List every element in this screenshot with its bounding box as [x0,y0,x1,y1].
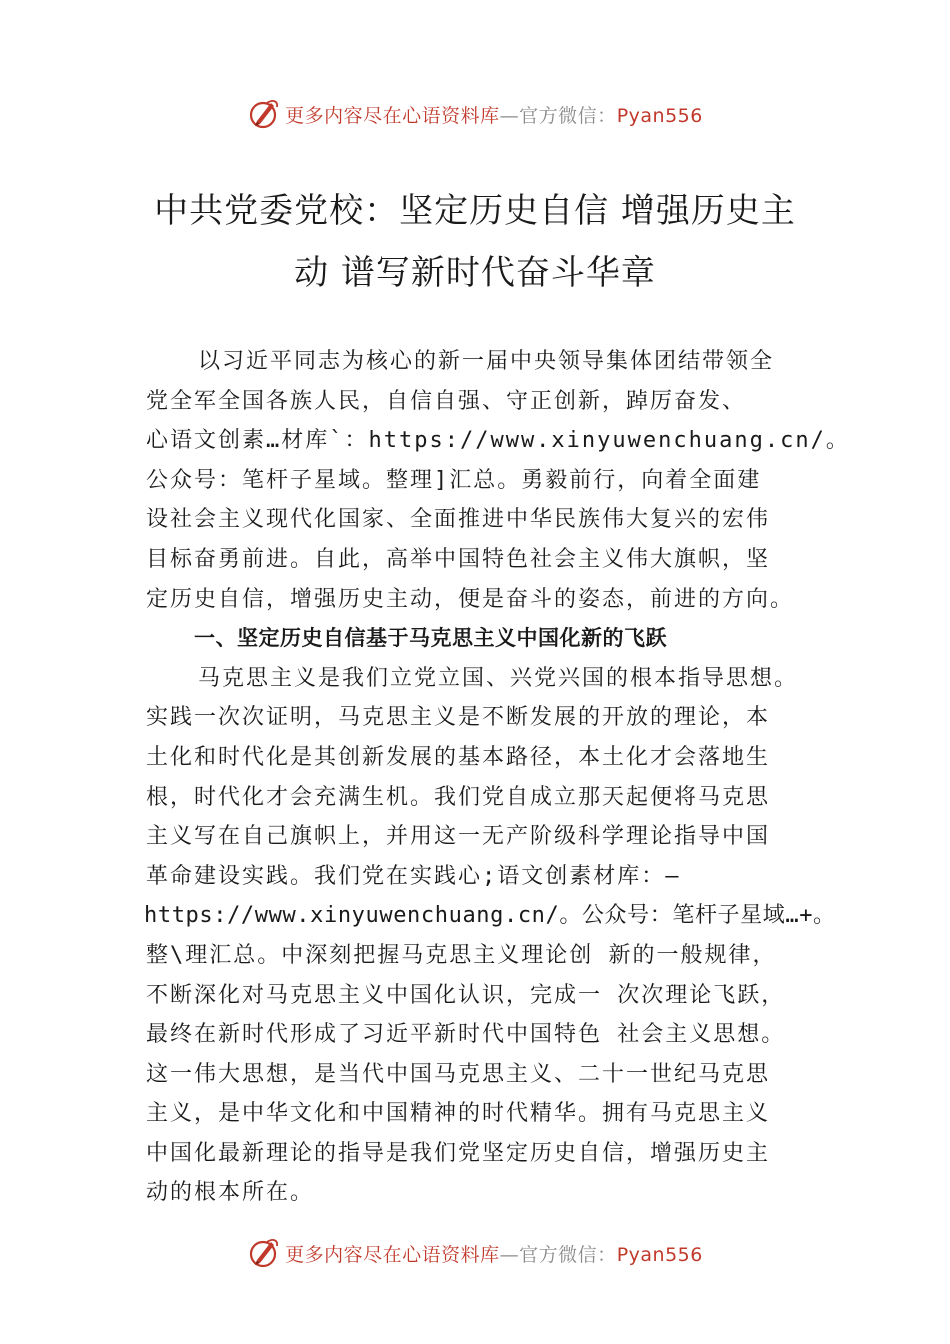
wechat-id: Pyan556 [616,104,703,127]
body-line: 动的根本所在。 [146,1180,315,1206]
header-banner [0,94,950,134]
body-line: 中国化最新理论的指导是我们党坚定历史自信，增强历史主 [146,1140,771,1166]
banner-text [285,101,703,128]
body-line: 主义写在自己旗帜上，并用这一无产阶级科学理论指导中国 [146,824,771,850]
title-line-1: 中共党委党校：坚定历史自信 增强历史主 [154,191,796,231]
quill-pen-logo-icon [247,97,281,131]
section-heading: 一、坚定历史自信基于马克思主义中国化新的飞跃 [194,626,667,651]
banner-separator: — [499,104,520,127]
body-line: 以习近平同志为核心的新一届中央领导集体团结带领全 [198,349,775,374]
title-line-2: 动 谱写新时代奋斗华章 [294,253,656,293]
brand-text: 更多内容尽在心语资料库 [285,1243,500,1266]
body-line: 实践一次次证明，马克思主义是不断发展的开放的理论，本 [146,705,771,731]
body-line: 不断深化对马克思主义中国化认识，完成一 次次理论飞跃， [146,982,786,1008]
body-line: 土化和时代化是其创新发展的基本路径，本土化才会落地生 [146,744,771,770]
quill-pen-logo-icon [247,1236,281,1270]
document-body [144,342,850,1213]
footer-banner [0,1233,950,1273]
wechat-label: 官方微信： [519,1243,617,1266]
body-line: 目标奋勇前进。自此，高举中国特色社会主义伟大旗帜，坚 [146,546,771,572]
body-line: 整\理汇总。中深刻把握马克思主义理论创 新的一般规律， [146,942,777,968]
body-line: 设社会主义现代化国家、全面推进中华民族伟大复兴的宏伟 [146,507,771,533]
wechat-id: Pyan556 [616,1243,703,1266]
body-line: 心语文创素…材库`：https://www.xinyuwenchuang.cn/。 [146,428,850,454]
brand-text: 更多内容尽在心语资料库 [285,104,500,127]
banner-separator: — [499,1243,520,1266]
body-line: 最终在新时代形成了习近平新时代中国特色 社会主义思想。 [146,1022,786,1048]
body-line: 革命建设实践。我们党在实践心;语文创素材库：— [146,863,681,889]
body-line: 公众号：笔杆子星域。整理]汇总。勇毅前行，向着全面建 [146,467,762,493]
body-line: 马克思主义是我们立党立国、兴党兴国的根本指导思想。 [198,665,799,691]
document-title [0,180,950,304]
banner-text [285,1240,703,1267]
wechat-label: 官方微信： [519,104,617,127]
body-line: 党全军全国各族人民，自信自强、守正创新，踔厉奋发、 [146,388,747,414]
body-line: 这一伟大思想，是当代中国马克思主义、二十一世纪马克思 [146,1061,771,1087]
body-line: 定历史自信，增强历史主动，便是奋斗的姿态，前进的方向。 [146,586,795,612]
body-line: https://www.xinyuwenchuang.cn/。公众号：笔杆子星域…+。 [144,903,836,929]
body-line: 主义，是中华文化和中国精神的时代精华。拥有马克思主义 [146,1101,771,1127]
body-line: 根，时代化才会充满生机。我们党自成立那天起便将马克思 [146,784,771,810]
